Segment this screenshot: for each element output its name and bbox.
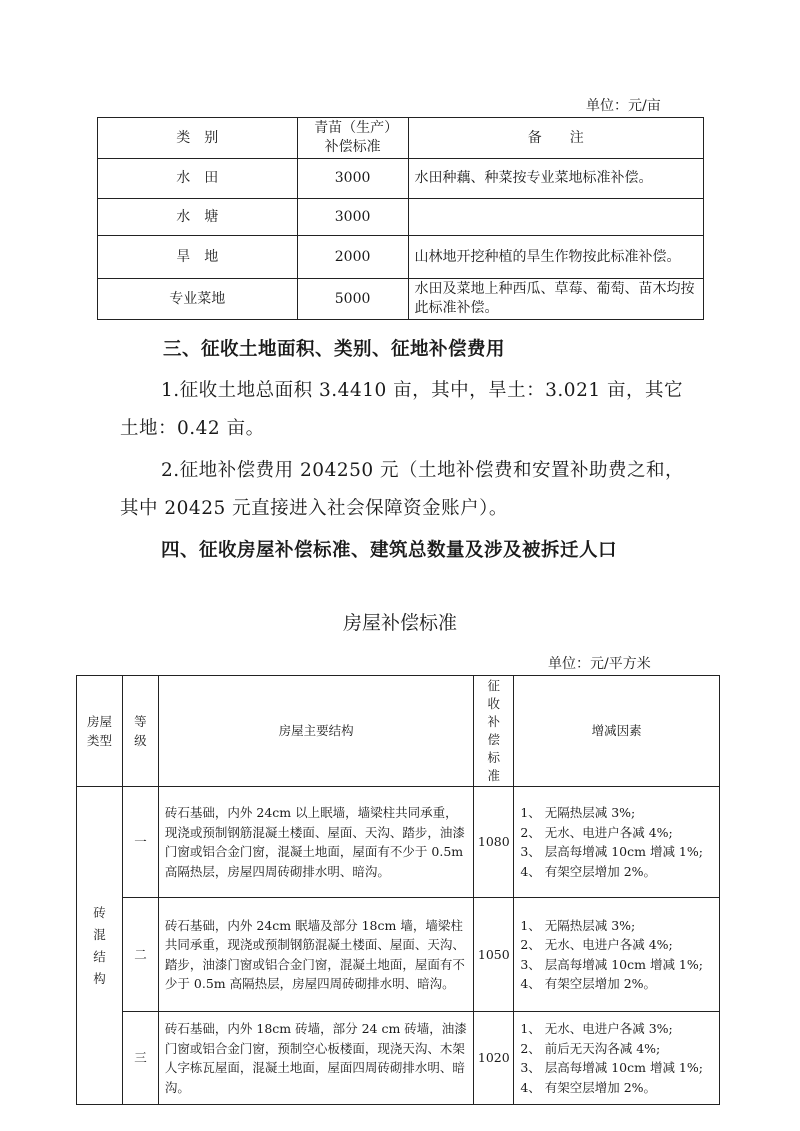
- header-cell: 征收补偿标准: [474, 676, 514, 787]
- house-table-unit: 单位：元/平方米: [548, 656, 651, 672]
- type-cell: 专业菜地: [98, 279, 298, 320]
- note-cell: 山林地开挖种植的旱生作物按此标准补偿。: [408, 236, 703, 279]
- value-cell: 2000: [297, 236, 408, 279]
- factors-cell: [514, 787, 720, 898]
- header-cell: 增减因素: [514, 676, 720, 787]
- factors-cell: [514, 1012, 720, 1105]
- table-header-row: [98, 118, 704, 159]
- note-cell: [408, 199, 703, 236]
- type-cell: 水 塘: [98, 199, 298, 236]
- table-row: [77, 898, 720, 1012]
- section4-heading: 四、征收房屋补偿标准、建筑总数量及涉及被拆迁人口: [161, 540, 618, 561]
- factor-item: 2、 前后无天沟各减 4%;: [520, 1040, 661, 1056]
- header-cell: 备 注: [408, 118, 703, 159]
- section3-paragraph-1: 1.征收土地总面积 3.4410 亩，其中，旱土：3.021 亩，其它土地：0.42 亩。: [120, 380, 683, 439]
- factors-cell: [514, 898, 720, 1012]
- header-cell: 等级: [122, 676, 158, 787]
- grade-cell: 一: [122, 787, 158, 898]
- note-cell: 水田及菜地上种西瓜、草莓、葡萄、苗木均按此标准补偿。: [408, 279, 703, 320]
- table-header-row: [77, 676, 720, 787]
- factor-item: 2、 无水、电进户各减 4%;: [520, 824, 673, 840]
- table-row: [98, 199, 704, 236]
- structure-cell: 砖石基础，内外 18cm 砖墙，部分 24 cm 砖墙，油漆门窗或铝合金门窗，预制空心板楼面，现浇天沟、木架人字栋瓦屋面，混凝土地面，屋面四周砖砌排水明、暗沟。: [158, 1012, 473, 1105]
- table-row: [98, 159, 704, 199]
- structure-cell: 砖石基础，内外 24cm 以上眠墙，墙梁柱共同承重，现浇或预制钢筋混凝土楼面、屋面、天沟、踏步，油漆门窗或铝合金门窗，混凝土地面，屋面有不少于 0.5m 高隔热层，房屋四周砖砌排水明、暗沟。: [158, 787, 473, 898]
- factor-item: 1、 无隔热层减 3%;: [520, 917, 636, 933]
- price-cell: 1080: [474, 787, 514, 898]
- factor-item: 4、 有架空层增加 2%。: [520, 1079, 657, 1095]
- house-compensation-table: [76, 675, 720, 1105]
- table-row: [98, 279, 704, 320]
- type-cell: 水 田: [98, 159, 298, 199]
- factor-item: 4、 有架空层增加 2%。: [520, 976, 657, 991]
- value-cell: 5000: [297, 279, 408, 320]
- grade-cell: 二: [122, 898, 158, 1012]
- header-cell: 房屋主要结构: [158, 676, 473, 787]
- header-cell: 房屋类型: [77, 676, 123, 787]
- category-cell: 砖混结构: [77, 787, 123, 1105]
- factor-item: 2、 无水、电进户各减 4%;: [520, 937, 673, 952]
- table-row: [77, 1012, 720, 1105]
- crop-table-unit: 单位：元/亩: [586, 98, 661, 114]
- value-cell: 3000: [297, 159, 408, 199]
- factor-item: 4、 有架空层增加 2%。: [520, 863, 657, 879]
- header-cell: 类 别: [98, 118, 298, 159]
- factor-item: 1、 无隔热层减 3%;: [520, 805, 636, 820]
- type-cell: 旱 地: [98, 236, 298, 279]
- table-row: [77, 787, 720, 898]
- price-cell: 1050: [474, 898, 514, 1012]
- header-cell: 青苗（生产）补偿标准: [297, 118, 408, 159]
- factor-item: 3、 层高每增减 10cm 增减 1%;: [520, 844, 703, 859]
- section3-heading: 三、征收土地面积、类别、征地补偿费用: [163, 339, 506, 360]
- note-cell: 水田种藕、种菜按专业菜地标准补偿。: [408, 159, 703, 199]
- grade-cell: 三: [122, 1012, 158, 1105]
- factor-item: 1、 无水、电进户各减 3%;: [520, 1021, 673, 1036]
- structure-cell: 砖石基础，内外 24cm 眠墙及部分 18cm 墙，墙梁柱共同承重，现浇或预制钢筋混凝土楼面、屋面、天沟、踏步，油漆门窗或铝合金门窗，混凝土地面，屋面有不少于 0.5m 高隔热层，房屋四周砖砌排水明、暗沟。: [158, 898, 473, 1012]
- crop-compensation-table: [97, 117, 704, 320]
- table-row: [98, 236, 704, 279]
- house-table-title: 房屋补偿标准: [342, 612, 457, 634]
- factor-item: 3、 层高每增减 10cm 增减 1%;: [520, 956, 703, 972]
- section3-paragraph-2: 2.征地补偿费用 204250 元（土地补偿费和安置补助费之和，其中 20425 元直接进入社会保障资金账户）。: [120, 460, 685, 519]
- price-cell: 1020: [474, 1012, 514, 1105]
- value-cell: 3000: [297, 199, 408, 236]
- factor-item: 3、 层高每增减 10cm 增减 1%;: [520, 1060, 703, 1075]
